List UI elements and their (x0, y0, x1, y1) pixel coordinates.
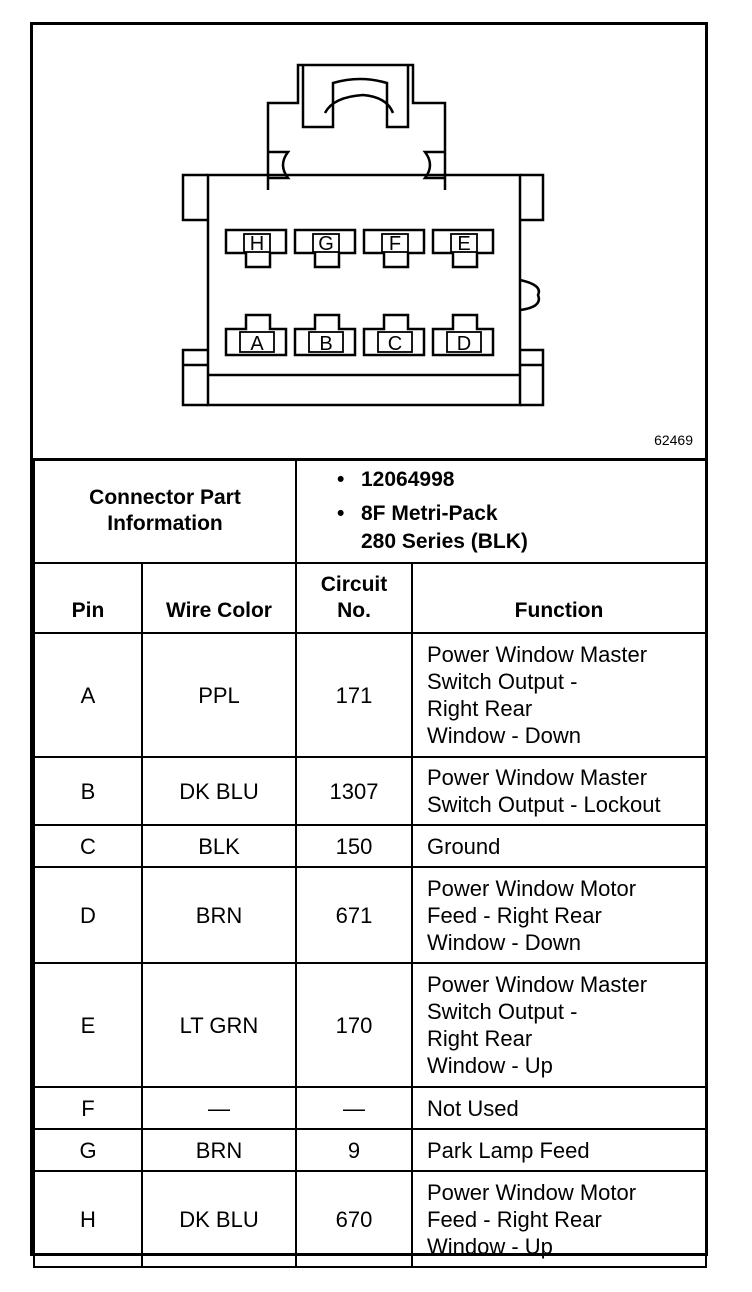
function-line: Window - Down (427, 929, 582, 955)
function-line: Park Lamp Feed (427, 1137, 590, 1163)
table-row (34, 633, 706, 757)
col-header-circuit: Circuit No. (296, 563, 412, 633)
connector-diagram (33, 25, 705, 461)
wire-color-cell: BRN (142, 867, 296, 963)
part-info-row (34, 459, 706, 563)
table-row (34, 867, 706, 963)
latch-window (325, 95, 393, 113)
part-number: • 12064998 (337, 466, 705, 494)
column-header-row (34, 563, 706, 633)
circuit-cell: 9 (296, 1129, 412, 1171)
table-row (34, 1129, 706, 1171)
wire-color-cell: DK BLU (142, 757, 296, 825)
connector-family: • 8F Metri-Pack (337, 500, 705, 528)
function-line: Feed - Right Rear (427, 902, 602, 928)
col-header-pin: Pin (34, 563, 142, 633)
circuit-cell: 150 (296, 825, 412, 867)
function-cell (412, 825, 706, 867)
function-line: Ground (427, 833, 501, 859)
function-line: Switch Output - Lockout (427, 792, 661, 817)
col-header-function: Function (412, 563, 706, 633)
table-row (34, 1087, 706, 1129)
function-line: Power Window Master (427, 972, 648, 997)
pin-label-C: C (387, 333, 403, 355)
wire-color-cell: DK BLU (142, 1171, 296, 1267)
wire-color-cell: BLK (142, 825, 296, 867)
col-header-wire-color: Wire Color (142, 563, 296, 633)
pin-label-B: B (319, 333, 333, 355)
pin-label-E: E (457, 233, 471, 255)
table-row (34, 1171, 706, 1267)
function-cell (412, 1087, 706, 1129)
connector-body (208, 175, 520, 405)
pin-label-D: D (456, 333, 472, 355)
pin-cell: A (34, 633, 142, 757)
pin-label-A: A (250, 333, 264, 355)
function-line: Right Rear (427, 696, 533, 721)
pin-label-H: H (249, 233, 265, 255)
pin-cell: F (34, 1087, 142, 1129)
left-ear-top (183, 175, 208, 220)
part-info-list (296, 459, 706, 563)
function-line: Power Window Motor (427, 875, 637, 901)
pin-cell: B (34, 757, 142, 825)
wire-color-cell: BRN (142, 1129, 296, 1171)
table-row (34, 963, 706, 1087)
function-cell (412, 1129, 706, 1171)
function-line: Window - Up (427, 1233, 553, 1259)
part-info-label: Connector Part Information (34, 459, 296, 563)
function-line: Power Window Master (427, 642, 648, 667)
table-row (34, 825, 706, 867)
function-cell (412, 867, 706, 963)
connector-face-drawing (33, 25, 705, 455)
circuit-cell: 170 (296, 963, 412, 1087)
function-line: Not Used (427, 1095, 519, 1121)
left-ear-bottom (183, 350, 208, 405)
pin-label-G: G (318, 233, 334, 255)
function-line: Switch Output - (427, 999, 578, 1024)
wire-color-cell: PPL (142, 633, 296, 757)
keyway-bump (520, 280, 539, 310)
function-line: Power Window Master (427, 765, 648, 790)
pin-cell: H (34, 1171, 142, 1267)
connector-sheet (30, 22, 708, 1259)
function-line: Feed - Right Rear (427, 1206, 602, 1232)
figure-number: 62469 (654, 432, 693, 448)
function-line: Right Rear (427, 1026, 533, 1051)
latch-outline (268, 65, 445, 190)
wire-color-cell: LT GRN (142, 963, 296, 1087)
table-row (34, 757, 706, 825)
function-line: Window - Up (427, 1053, 553, 1078)
circuit-cell: — (296, 1087, 412, 1129)
pin-cell: E (34, 963, 142, 1087)
function-cell (412, 963, 706, 1087)
pin-label-F: F (388, 233, 402, 255)
wire-color-cell: — (142, 1087, 296, 1129)
function-cell (412, 1171, 706, 1267)
circuit-cell: 670 (296, 1171, 412, 1267)
function-line: Power Window Motor (427, 1179, 637, 1205)
circuit-cell: 1307 (296, 757, 412, 825)
function-cell (412, 757, 706, 825)
pinout-table (33, 458, 707, 1268)
pin-cell: D (34, 867, 142, 963)
function-line: Window - Down (427, 723, 582, 748)
circuit-cell: 171 (296, 633, 412, 757)
pin-cell: G (34, 1129, 142, 1171)
right-ear-top (520, 175, 543, 220)
connector-series: 280 Series (BLK) (361, 530, 528, 553)
right-ear-bottom (520, 350, 543, 405)
function-cell (412, 633, 706, 757)
pin-cell: C (34, 825, 142, 867)
circuit-cell: 671 (296, 867, 412, 963)
function-line: Switch Output - (427, 669, 578, 694)
